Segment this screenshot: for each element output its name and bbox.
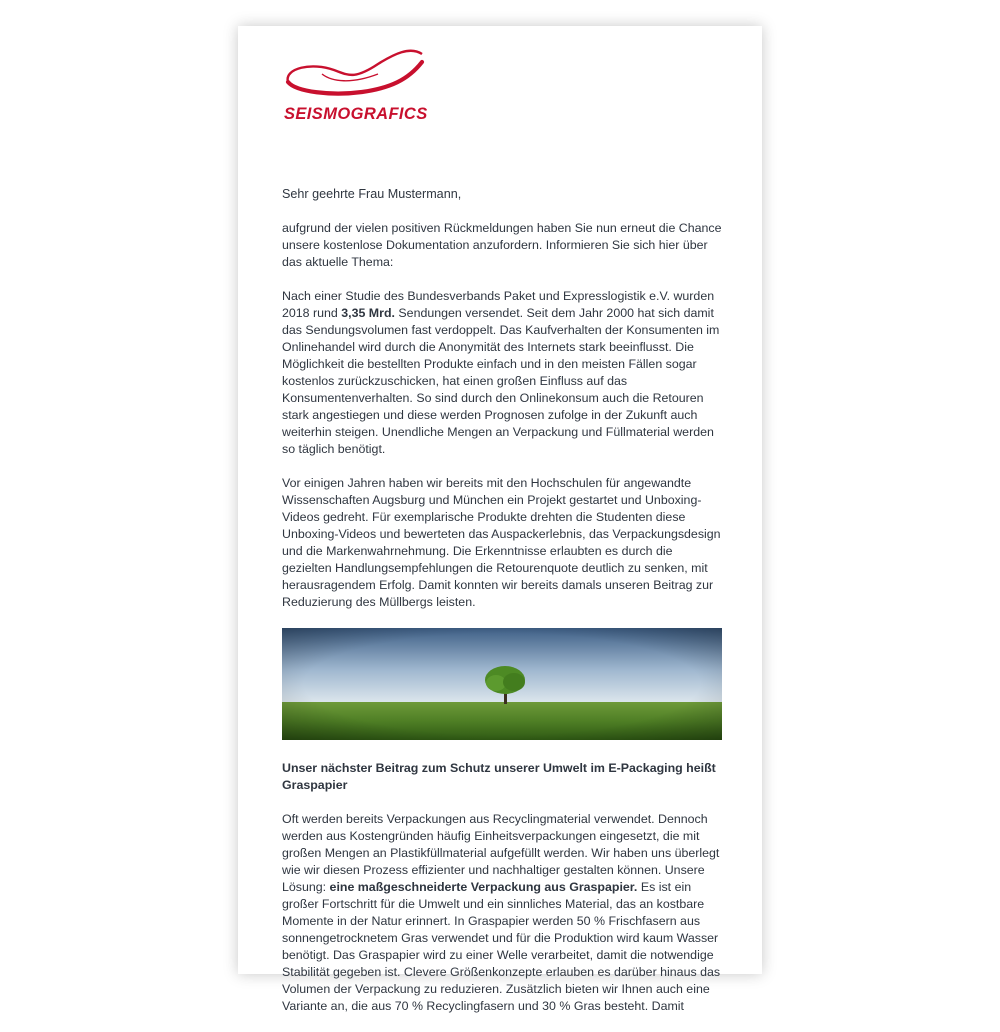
intro-paragraph: aufgrund der vielen positiven Rückmeldungen haben Sie nun erneut die Chance unsere kostenlose Dokumentation anzufordern. Informieren Sie sich hier über das aktuelle Thema: bbox=[282, 221, 722, 269]
paragraph-graspapier-text: Oft werden bereits Verpackungen aus Recyclingmaterial verwendet. Dennoch werden aus Kostengründen häufig Einheitsverpackungen eingesetzt, die mit großen Mengen an Plastikfüllmaterial aufgefüllt werden. Wir haben uns überlegt wie wir diesen Prozess effizienter und nachhaltiger gestalten können. Unsere Lösung: bbox=[282, 812, 720, 894]
letter-body bbox=[282, 186, 724, 1032]
paragraph-study bbox=[282, 288, 724, 458]
paragraph-graspapier-text-rest: Es ist ein großer Fortschritt für die Umwelt und ein sinnliches Material, das an kostbare Momente in der Natur erinnert. In Graspapier werden 50 % Frischfasern aus sonnengetrocknetem Gras verwendet und für die Produktion wird kaum Wasser benötigt. Das Graspapier wird zu einer Welle verarbeitet, damit die notwendige Stabilität gegeben ist. Clevere Größenkonzepte erlauben es darüber hinaus das Volumen der Verpackung zu reduzieren. Zusätzlich bieten wir Ihnen auch eine Variante an, die aus 70 % Recyclingfasern und 30 % Gras besteht. Damit bbox=[282, 880, 721, 1013]
section-heading: Unser nächster Beitrag zum Schutz unserer Umwelt im E-Packaging heißt Graspapier bbox=[282, 761, 716, 792]
solution-highlight: eine maßgeschneiderte Verpackung aus Graspapier. bbox=[329, 880, 638, 894]
shipment-count: 3,35 Mrd. bbox=[341, 306, 395, 320]
paragraph-study-text-rest: Sendungen versendet. Seit dem Jahr 2000 hat sich damit das Sendungsvolumen fast verdoppelt. Das Kaufverhalten der Konsumenten im Onlinehandel wird durch die Anonymität des Internets stark beeinflusst. Die Möglichkeit die bestellten Produkte einfach und in den meisten Fällen sogar kostenlos zurückzuschicken, hat einen großen Einfluss auf das Konsumentenverhalten. So sind durch den Onlinekonsum auch die Retouren stark angestiegen und diese werden Prognosen zufolge in der Zukunft auch weiterhin steigen. Unendliche Mengen an Verpackung und Füllmaterial werden so täglich benötigt. bbox=[282, 306, 720, 456]
logo-wordmark: SEISMOGRAFICS bbox=[284, 105, 428, 123]
tree-meadow-image bbox=[282, 628, 722, 740]
seismograph-wave-icon bbox=[282, 48, 424, 104]
paragraph-project: Vor einigen Jahren haben wir bereits mit den Hochschulen für angewandte Wissenschaften Augsburg und München ein Projekt gestartet und Unboxing-Videos gedreht. Für exemplarische Produkte drehten die Studenten diese Unboxing-Videos und bewerteten das Auspackerlebnis, das Verpackungsdesign und die Markenwahrnehmung. Die Erkenntnisse erlaubten es durch die gezielten Handlungsempfehlungen die Retourenquote deutlich zu senken, mit herausragendem Erfolg. Damit konnten wir bereits damals unseren Beitrag zur Reduzierung des Müllbergs leisten. bbox=[282, 476, 721, 609]
paragraph-graspapier bbox=[282, 811, 724, 1015]
salutation: Sehr geehrte Frau Mustermann, bbox=[282, 187, 462, 201]
email-document bbox=[238, 26, 762, 1013]
seismografics-logo[interactable] bbox=[282, 48, 428, 130]
paragraph-study-text: Nach einer Studie des Bundesverbands Paket und Expresslogistik e.V. wurden 2018 rund bbox=[282, 289, 715, 320]
